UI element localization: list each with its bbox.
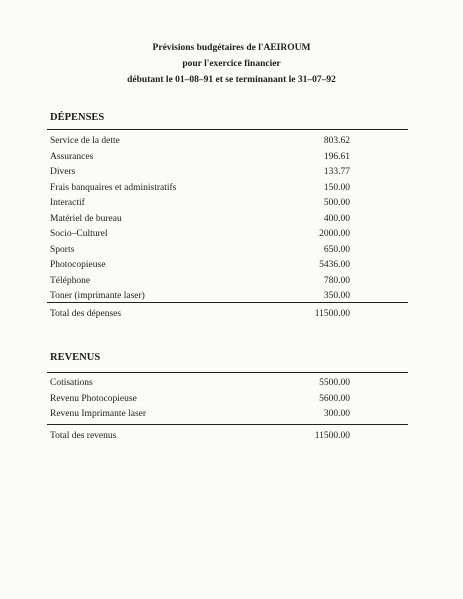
- total-revenus-label: Total des revenus: [50, 431, 117, 441]
- revenu-amount: 5600.00: [319, 393, 350, 404]
- depense-label: Service de la dette: [50, 136, 120, 146]
- revenu-label: Revenu Imprimante laser: [50, 409, 147, 419]
- depense-amount: 2000.00: [319, 229, 350, 239]
- depense-label: Frais banquaires et administratifs: [50, 182, 177, 193]
- depenses-total: [50, 307, 350, 323]
- depense-row: [50, 196, 350, 212]
- revenu-row: [50, 407, 350, 423]
- revenu-label: Revenu Photocopieuse: [50, 393, 137, 404]
- total-depenses-label: Total des dépenses: [50, 309, 122, 319]
- depense-row: [50, 258, 350, 274]
- revenus-title: REVENUS: [50, 352, 101, 363]
- depense-label: Téléphone: [50, 275, 91, 286]
- depense-amount: 150.00: [323, 182, 350, 193]
- revenu-amount: 5500.00: [319, 378, 350, 388]
- depense-row: [50, 150, 350, 166]
- depense-label: Matériel de bureau: [50, 213, 122, 224]
- depenses-total-rule: [47, 302, 408, 303]
- depense-amount: 350.00: [323, 291, 350, 301]
- depense-row: [50, 134, 350, 150]
- depense-amount: 780.00: [323, 275, 350, 286]
- depense-row: [50, 243, 350, 259]
- total-depenses-amount: 11500.00: [314, 309, 350, 319]
- depenses-title: DÉPENSES: [50, 112, 105, 123]
- depense-amount: 5436.00: [319, 260, 350, 270]
- depense-label: Sports: [50, 244, 75, 255]
- depense-row: [50, 212, 350, 228]
- revenus-list: [50, 376, 350, 423]
- depense-label: Divers: [50, 167, 76, 177]
- depense-row: [50, 274, 350, 290]
- revenu-row: [50, 392, 350, 408]
- revenus-total: [50, 429, 350, 445]
- revenus-total-rule: [47, 424, 408, 425]
- header-period: débutant le 01–08–91 et se terminanant le 31–07–92: [127, 75, 336, 85]
- depense-amount: 803.62: [323, 136, 350, 146]
- depense-amount: 650.00: [323, 244, 350, 255]
- depense-row: [50, 181, 350, 197]
- depense-label: Photocopieuse: [50, 260, 106, 270]
- depense-label: Interactif: [50, 198, 85, 208]
- depense-row: [50, 227, 350, 243]
- total-row: [50, 429, 350, 445]
- depense-label: Assurances: [50, 151, 94, 162]
- header-title: Prévisions budgétaires de l'AEIROUM: [152, 43, 311, 53]
- depenses-list: [50, 134, 350, 305]
- depenses-top-rule: [47, 129, 408, 130]
- depense-amount: 196.61: [323, 151, 350, 162]
- depense-row: [50, 165, 350, 181]
- revenu-amount: 300.00: [323, 409, 350, 419]
- depense-amount: 133.77: [323, 167, 350, 177]
- total-revenus-amount: 11500.00: [314, 431, 350, 441]
- depense-label: Socio–Culturel: [50, 229, 108, 239]
- document-header: [0, 40, 463, 88]
- total-row: [50, 307, 350, 323]
- depense-amount: 400.00: [323, 213, 350, 224]
- revenu-label: Cotisations: [50, 378, 93, 388]
- depense-label: Toner (imprimante laser): [50, 291, 145, 301]
- depense-amount: 500.00: [323, 198, 350, 208]
- revenu-row: [50, 376, 350, 392]
- revenus-top-rule: [47, 372, 408, 373]
- header-subtitle: pour l'exercice financier: [182, 59, 281, 69]
